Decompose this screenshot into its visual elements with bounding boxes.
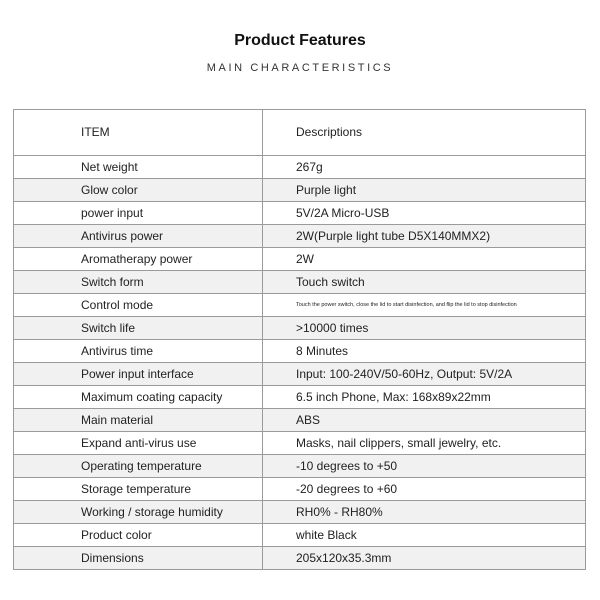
row-value: Purple light — [263, 179, 586, 202]
row-value: Input: 100-240V/50-60Hz, Output: 5V/2A — [263, 363, 586, 386]
table-row — [14, 432, 586, 455]
row-value: ABS — [263, 409, 586, 432]
table-row — [14, 156, 586, 179]
table-row — [14, 317, 586, 340]
row-name: Control mode — [14, 294, 263, 317]
row-name: Aromatherapy power — [14, 248, 263, 271]
row-name: Storage temperature — [14, 478, 263, 501]
table-row — [14, 225, 586, 248]
row-value: >10000 times — [263, 317, 586, 340]
table-row — [14, 547, 586, 570]
row-value: 2W(Purple light tube D5X140MMX2) — [263, 225, 586, 248]
row-value: 267g — [263, 156, 586, 179]
row-name: Working / storage humidity — [14, 501, 263, 524]
table-row — [14, 478, 586, 501]
row-name: Net weight — [14, 156, 263, 179]
table-row — [14, 271, 586, 294]
row-name: Dimensions — [14, 547, 263, 570]
page-title: Product Features — [234, 32, 366, 49]
table-row — [14, 363, 586, 386]
row-value: Touch switch — [263, 271, 586, 294]
table-row — [14, 455, 586, 478]
row-value: 8 Minutes — [263, 340, 586, 363]
table-row — [14, 340, 586, 363]
row-name: Main material — [14, 409, 263, 432]
row-value: 6.5 inch Phone, Max: 168x89x22mm — [263, 386, 586, 409]
row-value: -10 degrees to +50 — [263, 455, 586, 478]
table-row — [14, 294, 586, 317]
column-header-descriptions: Descriptions — [263, 110, 586, 156]
row-name: Switch life — [14, 317, 263, 340]
table-row — [14, 524, 586, 547]
row-name: Power input interface — [14, 363, 263, 386]
row-name: Expand anti-virus use — [14, 432, 263, 455]
page-subtitle: MAIN CHARACTERISTICS — [206, 62, 394, 74]
row-name: power input — [14, 202, 263, 225]
table-row — [14, 202, 586, 225]
table-row — [14, 248, 586, 271]
table-row — [14, 409, 586, 432]
table-row — [14, 501, 586, 524]
row-value: -20 degrees to +60 — [263, 478, 586, 501]
row-name: Switch form — [14, 271, 263, 294]
row-name: Antivirus time — [14, 340, 263, 363]
table-row — [14, 179, 586, 202]
row-value: RH0% - RH80% — [263, 501, 586, 524]
row-name: Product color — [14, 524, 263, 547]
row-name: Maximum coating capacity — [14, 386, 263, 409]
row-value: 205x120x35.3mm — [263, 547, 586, 570]
row-value: 5V/2A Micro-USB — [263, 202, 586, 225]
row-value: 2W — [263, 248, 586, 271]
row-value: white Black — [263, 524, 586, 547]
spec-table — [13, 109, 586, 570]
row-value: Masks, nail clippers, small jewelry, etc. — [263, 432, 586, 455]
row-name: Glow color — [14, 179, 263, 202]
row-name: Antivirus power — [14, 225, 263, 248]
row-name: Operating temperature — [14, 455, 263, 478]
table-header-row — [14, 110, 586, 156]
column-header-item: ITEM — [14, 110, 263, 156]
table-row — [14, 386, 586, 409]
row-value: Touch the power switch, close the lid to start disinfection, and flip the lid to stop disinfection — [263, 294, 586, 317]
